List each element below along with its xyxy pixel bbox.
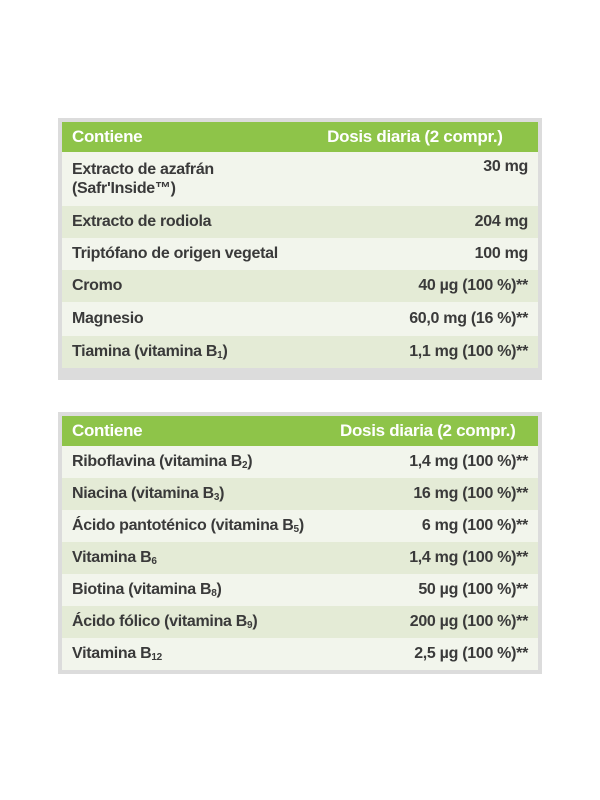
- row-name: Extracto de rodiola: [62, 206, 317, 238]
- row-dose: 1,1 mg (100 %)**: [317, 336, 538, 368]
- row-name: [62, 446, 330, 478]
- header-dosis: Dosis diaria (2 compr.): [340, 421, 516, 440]
- row-name: [62, 638, 330, 670]
- row-name: [62, 152, 317, 206]
- row-name: Cromo: [62, 270, 317, 302]
- row-name-suffix: ): [219, 485, 225, 502]
- table-header: [62, 122, 538, 152]
- row-name-text: Niacina (vitamina B: [72, 485, 214, 502]
- row-dose: 1,4 mg (100 %)**: [330, 446, 538, 478]
- row-name: Magnesio: [62, 302, 317, 336]
- header-contiene: Contiene: [72, 127, 143, 146]
- row-name-subscript: 1: [217, 350, 223, 361]
- table-row: [62, 302, 538, 336]
- table-1: [62, 122, 538, 368]
- row-name-line1: Extracto de azafrán: [72, 161, 214, 178]
- row-name-suffix: ): [216, 581, 222, 598]
- row-name: [62, 574, 330, 606]
- row-name: [62, 510, 330, 542]
- row-dose: 1,4 mg (100 %)**: [330, 542, 538, 574]
- table-row: [62, 478, 538, 510]
- table-row: [62, 510, 538, 542]
- table-row: [62, 574, 538, 606]
- table-row: [62, 152, 538, 206]
- table-row: [62, 270, 538, 302]
- row-name: [62, 478, 330, 510]
- row-dose: 30 mg: [317, 152, 538, 206]
- table-2: [62, 416, 538, 670]
- header-dosis: Dosis diaria (2 compr.): [327, 127, 503, 146]
- row-name-text: Vitamina B: [72, 645, 152, 662]
- table-row: [62, 606, 538, 638]
- nutrition-table-2: [58, 412, 542, 674]
- row-dose: 60,0 mg (16 %)**: [317, 302, 538, 336]
- row-name: [62, 606, 330, 638]
- nutrition-table-1: [58, 118, 542, 380]
- table-row: [62, 542, 538, 574]
- header-contiene: Contiene: [72, 421, 143, 440]
- row-dose: 2,5 µg (100 %)**: [330, 638, 538, 670]
- row-dose: 50 µg (100 %)**: [330, 574, 538, 606]
- row-name-text: Ácido pantoténico (vitamina B: [72, 517, 294, 534]
- row-dose: 204 mg: [317, 206, 538, 238]
- row-name-text: Vitamina B: [72, 549, 152, 566]
- row-name-text: Tiamina (vitamina B: [72, 343, 218, 360]
- table-row: [62, 638, 538, 670]
- row-dose: 100 mg: [317, 238, 538, 270]
- row-name-text: Biotina (vitamina B: [72, 581, 212, 598]
- row-name-subscript: 3: [213, 492, 220, 503]
- row-name-suffix: ): [222, 343, 228, 360]
- row-dose: 40 µg (100 %)**: [317, 270, 538, 302]
- row-name-suffix: ): [252, 613, 258, 630]
- table-header: [62, 416, 538, 446]
- table-row: [62, 206, 538, 238]
- row-dose: 6 mg (100 %)**: [330, 510, 538, 542]
- row-dose: 200 µg (100 %)**: [330, 606, 538, 638]
- row-name-subscript: 8: [211, 588, 217, 599]
- row-name: Triptófano de origen vegetal: [62, 238, 317, 270]
- row-name-line2: (Safr'Inside™): [72, 180, 176, 197]
- row-name-subscript: 9: [247, 620, 253, 631]
- row-name: [62, 542, 330, 574]
- row-name-subscript: 6: [151, 556, 157, 567]
- row-name-text: Riboflavina (vitamina B: [72, 453, 243, 470]
- row-dose: 16 mg (100 %)**: [330, 478, 538, 510]
- table-row: [62, 336, 538, 368]
- table-row: [62, 446, 538, 478]
- row-name-subscript: 2: [242, 460, 248, 471]
- row-name-suffix: ): [247, 453, 253, 470]
- row-name-suffix: ): [298, 517, 304, 534]
- row-name-subscript: 12: [151, 652, 162, 663]
- table-row: [62, 238, 538, 270]
- row-name: [62, 336, 317, 368]
- row-name-subscript: 5: [293, 524, 299, 535]
- row-name-text: Ácido fólico (vitamina B: [72, 613, 248, 630]
